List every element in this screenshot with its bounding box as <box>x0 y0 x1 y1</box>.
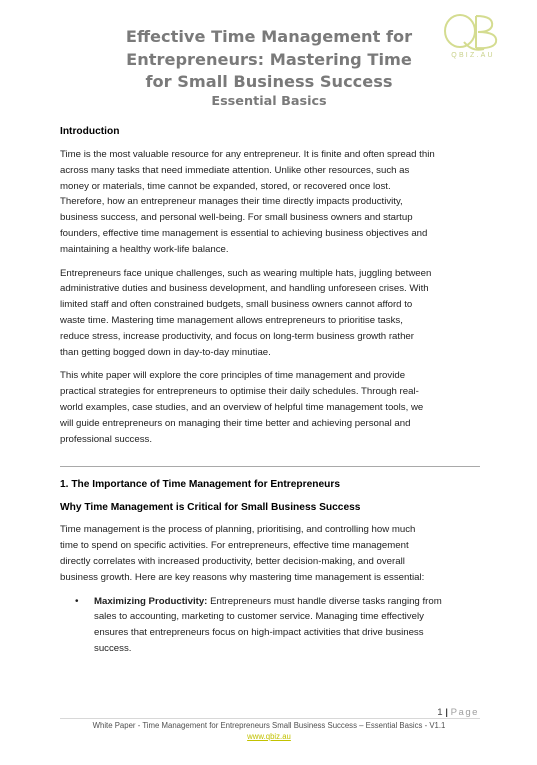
text-line: time to spend on specific activities. For entrepreneurs, effective time management <box>60 540 409 552</box>
text-line: limited staff and often constrained budgets, small business owners cannot afford to <box>60 299 413 311</box>
title-line: Effective Time Management for <box>125 27 413 46</box>
section-heading-importance: 1. The Importance of Time Management for Entrepreneurs <box>60 479 341 491</box>
qb-monogram-icon <box>440 12 506 54</box>
text-line: waste time. Mastering time management allows entrepreneurs to prioritise tasks, <box>60 314 403 326</box>
text-line: administrative duties and business development, and handling unforeseen crises. With <box>60 283 429 295</box>
text-line: This white paper will explore the core principles of time management and provide <box>60 370 406 382</box>
intro-paragraph-1 <box>60 147 480 258</box>
bullet-icon: • <box>75 595 79 607</box>
text-line: directly correlates with increased productivity, better decision-making, and overall <box>60 555 405 567</box>
document-body <box>60 125 480 657</box>
bullet-list <box>60 594 480 657</box>
text-line: practical strategies for entrepreneurs to optimise their daily schedules. Through real- <box>60 386 419 398</box>
page-number-value: 1 <box>437 707 443 718</box>
text-line: world examples, case studies, and an overview of helpful time management tools, we <box>60 401 424 413</box>
text-line: business success, and personal well-being. For small business owners and startup <box>60 212 413 224</box>
text-line: Time management is the process of planning, prioritising, and controlling how much <box>60 524 416 536</box>
text-line: Entrepreneurs must handle diverse tasks ranging from <box>207 595 442 607</box>
page-number <box>437 707 479 718</box>
footer-divider <box>60 718 480 719</box>
page-separator: | <box>445 707 448 718</box>
text-line: founders, effective time management is essential to achieving business objectives and <box>60 227 428 239</box>
text-line: success. <box>94 642 132 654</box>
section1-paragraph <box>60 522 480 585</box>
text-line: sales to accounting, marketing to customer service. Managing time effectively <box>94 611 424 623</box>
text-line: Time is the most valuable resource for any entrepreneur. It is finite and often spread thin <box>60 149 435 160</box>
text-line: money or materials, time cannot be expanded, stored, or recovered once lost. <box>60 180 391 192</box>
bullet-label: Maximizing Productivity: <box>94 595 208 607</box>
text-line: business growth. Here are key reasons why mastering time management is essential: <box>60 571 425 583</box>
text-line: Therefore, how an entrepreneur manages their time directly impacts productivity, <box>60 196 403 208</box>
subsection-heading-why-critical: Why Time Management is Critical for Small Business Success <box>60 502 361 514</box>
page-label: Page <box>450 707 479 718</box>
intro-paragraph-2 <box>60 266 480 361</box>
qbiz-logo <box>440 12 506 64</box>
text-line: than getting bogged down in day-to-day minutiae. <box>60 346 271 358</box>
text-line: maintaining a healthy work-life balance. <box>60 243 229 255</box>
logo-wordmark: QBIZ.AU <box>451 52 495 59</box>
text-line: Entrepreneurs face unique challenges, such as wearing multiple hats, juggling between <box>60 267 432 279</box>
footer-text: White Paper - Time Management for Entrepreneurs Small Business Success – Essential Basics - V1.1 <box>92 721 446 730</box>
list-item <box>60 594 480 657</box>
text-line: reduce stress, increase productivity, and focus on long-term business growth rather <box>60 330 414 342</box>
title-line: Entrepreneurs: Mastering Time <box>126 49 412 69</box>
text-line: professional success. <box>60 433 153 445</box>
section-heading-introduction: Introduction <box>60 126 120 137</box>
text-line: ensures that entrepreneurs focus on high-impact activities that drive business <box>94 627 424 639</box>
document-subtitle: Essential Basics <box>211 93 327 109</box>
title-line: for Small Business Success <box>145 72 393 91</box>
section-divider <box>60 466 480 467</box>
document-title <box>118 26 420 111</box>
text-line: across many tasks that need immediate attention. Unlike other resources, such as <box>60 164 410 176</box>
text-line: will guide entrepreneurs on managing their time better and achieving personal and <box>60 417 411 429</box>
intro-paragraph-3 <box>60 368 480 447</box>
footer-website-link[interactable]: www.qbiz.au <box>247 732 291 741</box>
